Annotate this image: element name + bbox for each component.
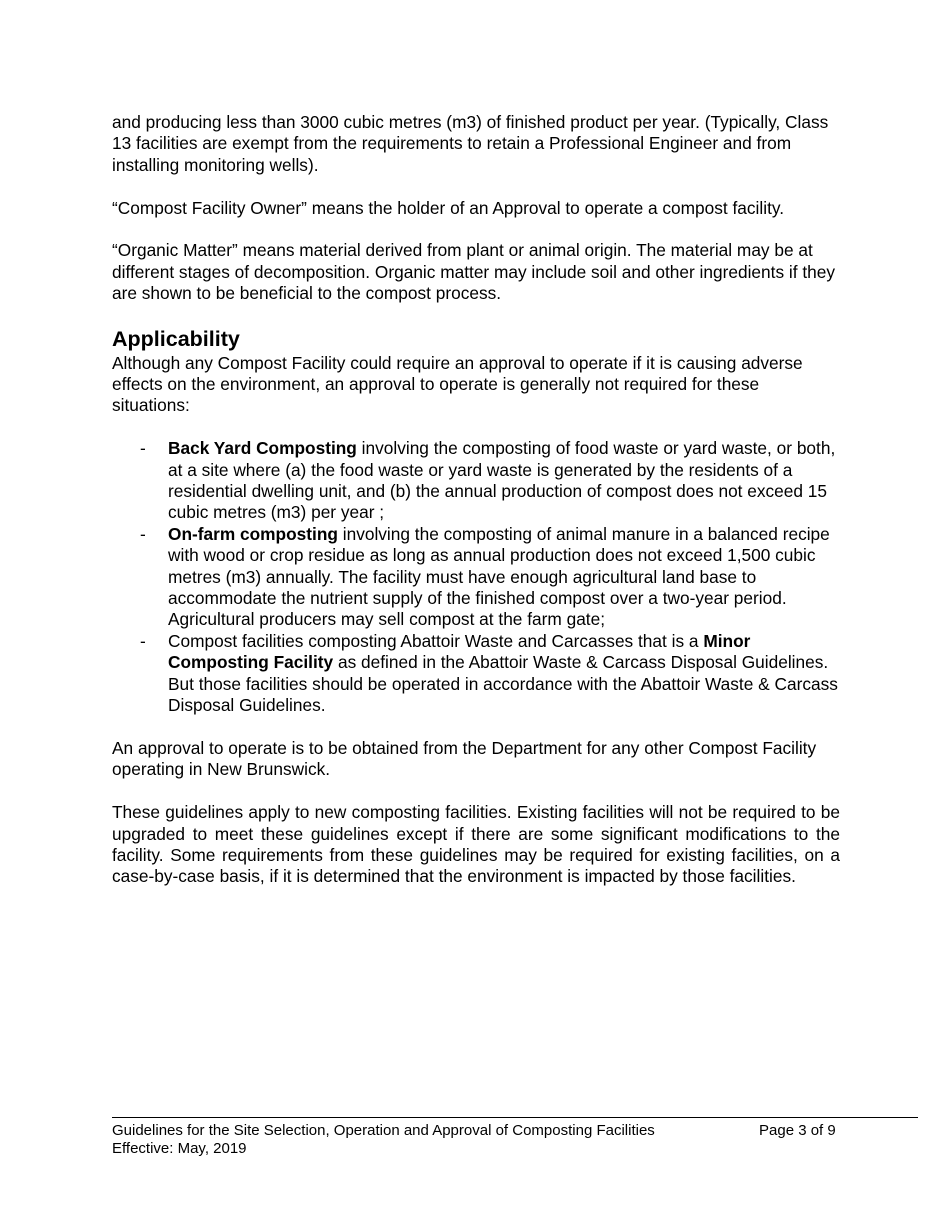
exemption-list <box>112 438 840 716</box>
list-item <box>112 631 840 717</box>
footer-divider <box>112 1117 918 1118</box>
page-footer <box>112 1122 840 1158</box>
bullet-text-before: Compost facilities composting Abattoir Waste and Carcasses that is a <box>168 630 704 651</box>
footer-page-number: Page 3 of 9 <box>759 1122 836 1139</box>
applicability-heading: Applicability <box>112 326 240 351</box>
bullet-text: involving the composting of food waste or yard waste, or both, at a site where (a) the food waste or yard waste is generated by the residents of a residential dwelling unit, and (b) the annual production of compost does not exceed 15 cubic metres (m3) per year ; <box>168 438 836 523</box>
bullet-bold-term: Minor Composting Facility <box>168 630 751 673</box>
continuation-paragraph: and producing less than 3000 cubic metres (m3) of finished product per year. (Typically, Class 13 facilities are exempt from the requirements to retain a Professional Engineer and from installing monitoring wells). <box>112 112 829 175</box>
bullet-text: involving the composting of animal manure in a balanced recipe with wood or crop residue as long as annual production does not exceed 1,500 cubic metres (m3) annually. The facility must have enough agricultural land base to accommodate the nutrient supply of the finished compost over a two-year period. Agricultural producers may sell compost at the farm gate; <box>168 523 830 630</box>
bullet-bold-term: Back Yard Composting <box>168 438 357 459</box>
bullet-dash: - <box>140 630 146 651</box>
list-item <box>112 524 840 631</box>
document-page <box>112 112 840 888</box>
list-item <box>112 438 840 524</box>
approval-paragraph: An approval to operate is to be obtained from the Department for any other Compost Facility operating in New Brunswick. <box>112 737 817 780</box>
bullet-dash: - <box>140 523 146 544</box>
bullet-dash: - <box>140 438 146 459</box>
compost-owner-definition: “Compost Facility Owner” means the holder of an Approval to operate a compost facility. <box>112 197 785 218</box>
footer-document-title: Guidelines for the Site Selection, Operation and Approval of Composting Facilities <box>112 1122 655 1139</box>
bullet-bold-term: On-farm composting <box>168 523 338 544</box>
bullet-text-after: as defined in the Abattoir Waste & Carcass Disposal Guidelines. But those facilities should be operated in accordance with the Abattoir Waste & Carcass Disposal Guidelines. <box>168 652 838 716</box>
footer-effective-date: Effective: May, 2019 <box>112 1140 247 1157</box>
guidelines-paragraph: These guidelines apply to new composting facilities. Existing facilities will not be required to be upgraded to meet these guidelines except if there are some significant modifications to the facility. Some requirements from these guidelines may be required for existing facilities, on a case-by-case basis, if it is determined that the environment is impacted by those facilities. <box>112 802 840 887</box>
organic-matter-definition: “Organic Matter” means material derived from plant or animal origin. The material may be at different stages of decomposition. Organic matter may include soil and other ingredients if they are shown to be beneficial to the compost process. <box>112 240 836 304</box>
applicability-intro: Although any Compost Facility could require an approval to operate if it is causing adverse effects on the environment, an approval to operate is generally not required for these situations: <box>112 352 803 416</box>
